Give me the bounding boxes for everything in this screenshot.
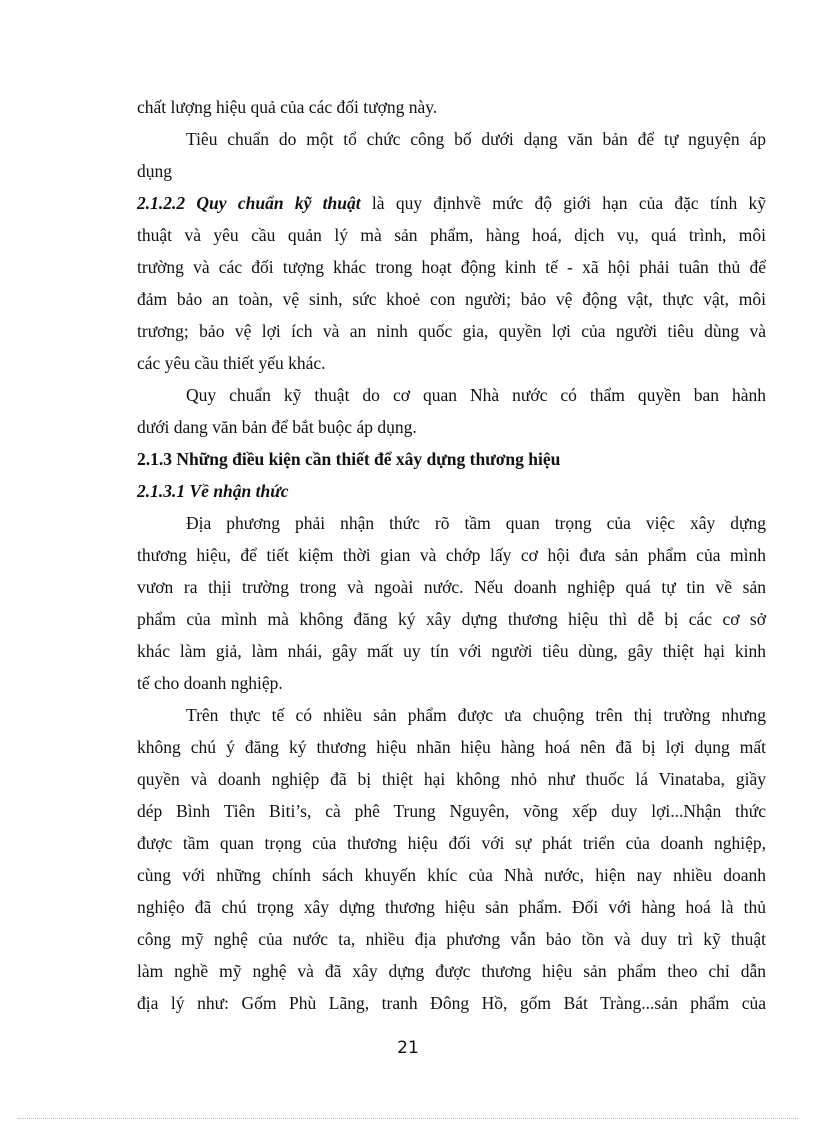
text-line: nghiệo đã chú trọng xây dựng thương hiệu sản phẩm. Đối với hàng hoá là thủ bbox=[137, 897, 766, 917]
text-line: thuật và yêu cầu quản lý mà sản phẩm, hàng hoá, dịch vụ, quá trình, môi bbox=[137, 225, 766, 245]
text-line: dụng bbox=[137, 161, 172, 181]
text-line: trường và các đối tượng khác trong hoạt động kinh tế - xã hội phải tuân thủ để bbox=[137, 257, 766, 277]
text-line: cùng với những chính sách khuyến khíc của Nhà nước, hiện nay nhiều doanh bbox=[137, 865, 766, 885]
section-heading-2-1-3-1: 2.1.3.1 Về nhận thức bbox=[137, 481, 289, 501]
text-line: các yêu cầu thiết yếu khác. bbox=[137, 353, 326, 373]
text-line: làm nghề mỹ nghệ và đã xây dựng được thương hiệu sản phẩm theo chỉ dẫn bbox=[137, 961, 766, 981]
text-line: tế cho doanh nghiệp. bbox=[137, 673, 283, 693]
definition-line bbox=[137, 187, 766, 219]
text-line: quyền và doanh nghiệp đã bị thiệt hại không nhỏ như thuốc lá Vinataba, giầy bbox=[137, 769, 766, 789]
definition-text: là quy địnhvề mức độ giới hạn của đặc tính kỹ bbox=[371, 193, 766, 213]
text-line: chất lượng hiệu quả của các đối tượng này. bbox=[137, 97, 438, 117]
text-line: dép Bình Tiên Biti’s, cà phê Trung Nguyên, võng xếp duy lợi...Nhận thức bbox=[137, 801, 766, 821]
document-page bbox=[137, 91, 766, 1019]
text-line: Trên thực tế có nhiều sản phẩm được ưa chuộng trên thị trường nhưng bbox=[186, 705, 766, 725]
text-line: dưới dang văn bản để bắt buộc áp dụng. bbox=[137, 417, 417, 437]
text-line: không chú ý đăng ký thương hiệu nhãn hiệu hàng hoá nên đã bị lợi dụng mất bbox=[137, 737, 766, 757]
text-line: vươn ra thịi trường trong và ngoài nước. Nếu doanh nghiệp quá tự tin về sản bbox=[137, 577, 766, 597]
section-term-2-1-2-2: 2.1.2.2 Quy chuẩn kỹ thuật bbox=[137, 193, 361, 213]
text-line: được tầm quan trọng của thương hiệu đối với sự phát triển của doanh nghiệp, bbox=[137, 833, 766, 853]
text-line: phẩm của mình mà không đăng ký xây dựng thương hiệu thì dễ bị các cơ sở bbox=[137, 609, 766, 629]
page-number: 21 bbox=[397, 1038, 419, 1058]
text-line: địa lý như: Gốm Phù Lãng, tranh Đông Hồ, gốm Bát Tràng...sản phẩm của bbox=[137, 993, 766, 1013]
text-line: trương; bảo vệ lợi ích và an ninh quốc gia, quyền lợi của người tiêu dùng và bbox=[137, 321, 766, 341]
text-line: Tiêu chuẩn do một tổ chức công bố dưới dạng văn bản để tự nguyện áp bbox=[186, 129, 766, 149]
text-line: khác làm giả, làm nhái, gây mất uy tín với người tiêu dùng, gây thiệt hại kinh bbox=[137, 641, 766, 661]
text-line: Quy chuẩn kỹ thuật do cơ quan Nhà nước có thẩm quyền ban hành bbox=[186, 385, 766, 405]
text-line: thương hiệu, để tiết kiệm thời gian và chớp lấy cơ hội đưa sản phẩm của mình bbox=[137, 545, 766, 565]
text-line: đảm bảo an toàn, vệ sinh, sức khoẻ con người; bảo vệ động vật, thực vật, môi bbox=[137, 289, 766, 309]
text-line: công mỹ nghệ của nước ta, nhiều địa phương vẫn bảo tồn và duy trì kỹ thuật bbox=[137, 929, 766, 949]
page-bottom-divider bbox=[18, 1118, 798, 1119]
section-heading-2-1-3: 2.1.3 Những điều kiện cần thiết để xây dựng thương hiệu bbox=[137, 449, 561, 469]
text-line: Địa phương phải nhận thức rõ tầm quan trọng của việc xây dựng bbox=[186, 513, 766, 533]
